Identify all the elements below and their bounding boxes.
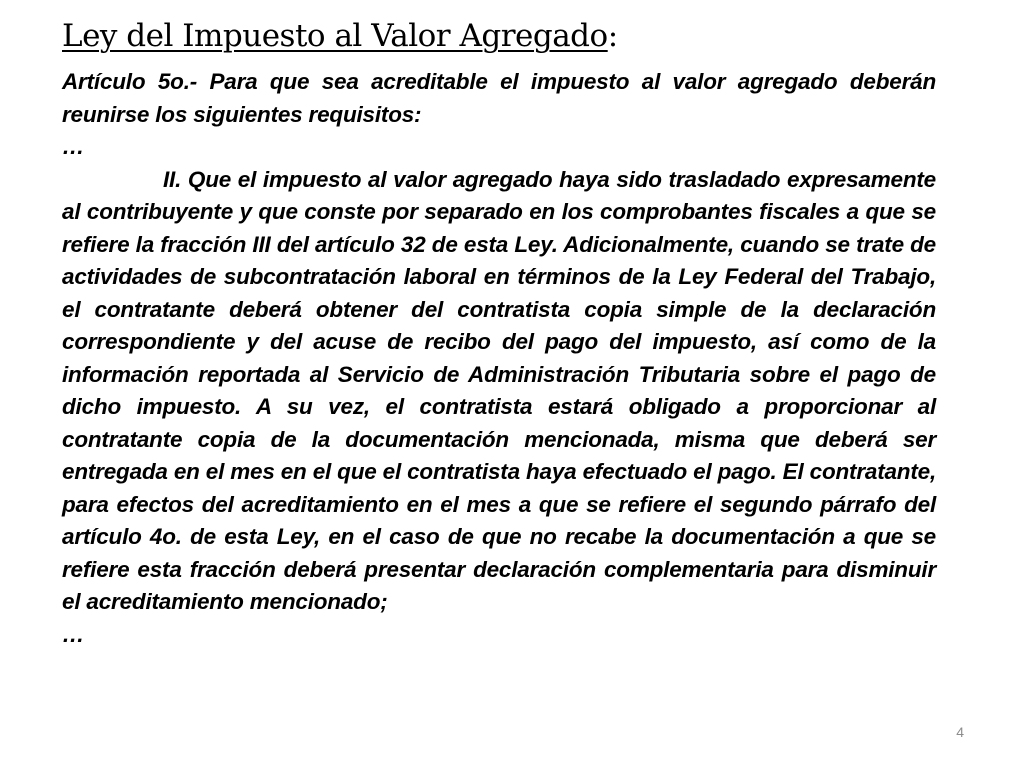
page-number: 4 xyxy=(956,724,964,740)
slide-title-text: Ley del Impuesto al Valor Agregado xyxy=(62,18,608,54)
article-intro: Artículo 5o.- Para que sea acreditable el impuesto al valor agregado deberán reunirse los siguientes requisitos: xyxy=(62,69,936,127)
slide-title xyxy=(62,14,618,58)
slide-body xyxy=(62,66,936,651)
ellipsis-top: … xyxy=(62,134,85,159)
ellipsis-bottom: … xyxy=(62,621,85,647)
fraction-ii-text: II. Que el impuesto al valor agregado haya sido trasladado expresamente al contribuyente y que conste por separado en los comprobantes fiscales a que se refiere la fracción III del artículo 32 de esta Ley. Adicionalmente, cuando se trate de actividades de subcontratación laboral en términos de la Ley Federal del Trabajo, el contratante deberá obtener del contratista copia simple de la declaración correspondiente y del acuse de recibo del pago del impuesto, así como de la información reportada al Servicio de Administración Tributaria sobre el pago de dicho impuesto. A su vez, el contratista estará obligado a proporcionar al contratante copia de la documentación mencionada, misma que deberá ser entregada en el mes en el que el contratista haya efectuado el pago. El contratante, para efectos del acreditamiento en el mes a que se refiere el segundo párrafo del artículo 4o. de esta Ley, en el caso de que no recabe la documentación a que se refiere esta fracción deberá presentar declaración complementaria para disminuir el acreditamiento mencionado; xyxy=(62,166,936,614)
slide-title-colon: : xyxy=(607,18,618,54)
